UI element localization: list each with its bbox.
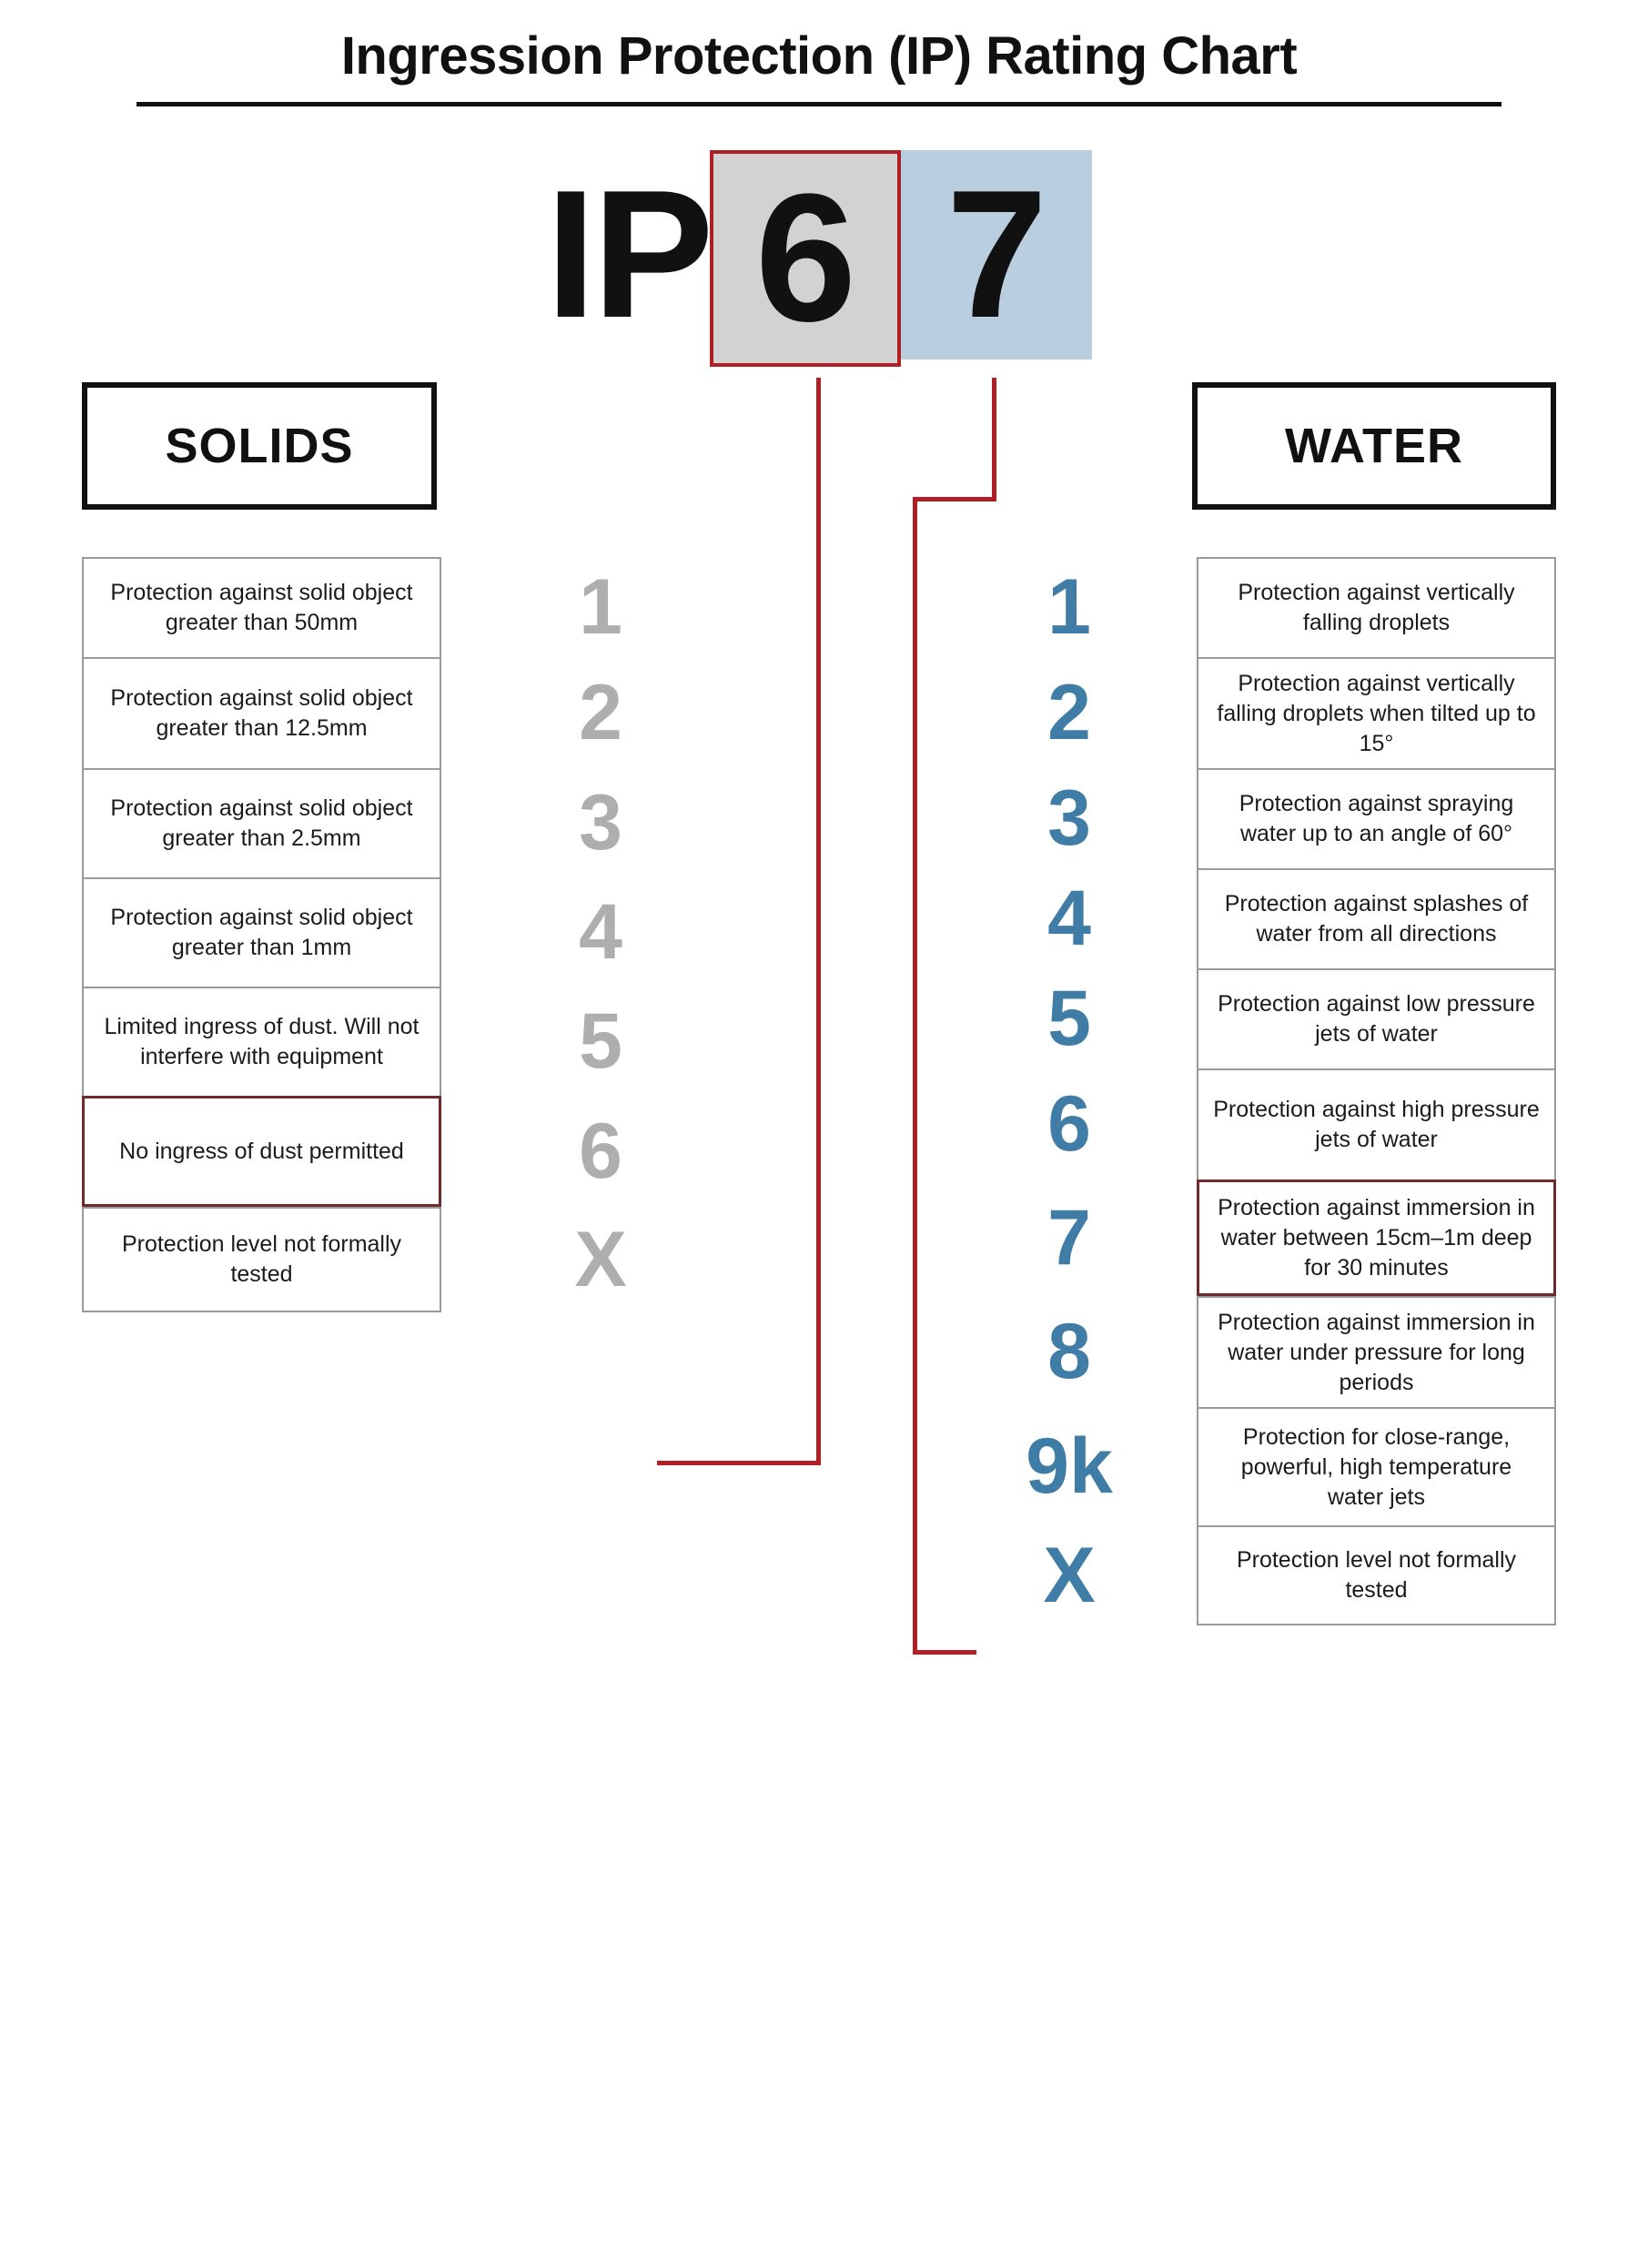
water-description-cell: Protection against vertically falling droplets when tilted up to 15° bbox=[1197, 657, 1556, 768]
title-divider bbox=[136, 102, 1502, 106]
water-description-cell: Protection for close-range, powerful, high temperature water jets bbox=[1197, 1407, 1556, 1525]
solids-description-cell: Protection level not formally tested bbox=[82, 1207, 441, 1312]
solids-digit-3: 3 bbox=[579, 779, 622, 866]
solids-digit-5: 5 bbox=[579, 997, 622, 1085]
water-digit-X: X bbox=[1043, 1532, 1096, 1619]
water-description-cell: Protection against splashes of water from all directions bbox=[1197, 868, 1556, 968]
ip-code-display bbox=[0, 150, 1638, 378]
solids-description-cell: Protection against solid object greater than 12.5mm bbox=[82, 657, 441, 768]
solids-section-header: SOLIDS bbox=[82, 382, 437, 510]
water-description-cell: Protection against spraying water up to an angle of 60° bbox=[1197, 768, 1556, 868]
water-description-cell: Protection against immersion in water between 15cm–1m deep for 30 minutes bbox=[1197, 1180, 1556, 1296]
ip-letters: IP bbox=[545, 153, 711, 356]
solids-description-cell: Limited ingress of dust. Will not interfere with equipment bbox=[82, 987, 441, 1096]
solids-connector-vertical bbox=[816, 378, 821, 1465]
water-digit-4: 4 bbox=[1047, 875, 1091, 962]
water-connector-vertical-lower bbox=[913, 497, 917, 1655]
solids-description-cell: Protection against solid object greater than 1mm bbox=[82, 877, 441, 987]
page-title: Ingression Protection (IP) Rating Chart bbox=[340, 26, 1298, 86]
water-digit-6: 6 bbox=[1047, 1080, 1091, 1168]
water-digit-3: 3 bbox=[1047, 775, 1091, 862]
water-connector-horizontal-lower bbox=[913, 1650, 976, 1655]
ip-water-digit: 7 bbox=[901, 150, 1092, 359]
solids-description-cell: Protection against solid object greater than 2.5mm bbox=[82, 768, 441, 877]
solids-digit-6: 6 bbox=[579, 1108, 622, 1195]
solids-digit-2: 2 bbox=[579, 669, 622, 756]
water-section-header: WATER bbox=[1192, 382, 1556, 510]
title-block bbox=[0, 27, 1638, 106]
solids-description-cell: Protection against solid object greater than 50mm bbox=[82, 557, 441, 657]
water-connector-horizontal-upper bbox=[913, 497, 996, 501]
solids-connector-horizontal bbox=[657, 1461, 821, 1465]
water-connector-vertical-upper bbox=[992, 378, 996, 501]
water-description-cell: Protection level not formally tested bbox=[1197, 1525, 1556, 1625]
water-digit-1: 1 bbox=[1047, 563, 1091, 651]
water-digit-2: 2 bbox=[1047, 669, 1091, 756]
solids-digit-4: 4 bbox=[579, 888, 622, 976]
water-digit-9k: 9k bbox=[1026, 1423, 1113, 1510]
solids-description-cell: No ingress of dust permitted bbox=[82, 1096, 441, 1207]
solids-digit-1: 1 bbox=[579, 563, 622, 651]
water-digit-5: 5 bbox=[1047, 975, 1091, 1062]
water-number-column bbox=[965, 557, 1174, 1625]
water-digit-8: 8 bbox=[1047, 1308, 1091, 1395]
water-description-cell: Protection against vertically falling droplets bbox=[1197, 557, 1556, 657]
water-digit-7: 7 bbox=[1047, 1194, 1091, 1281]
water-description-cell: Protection against low pressure jets of water bbox=[1197, 968, 1556, 1068]
water-description-cell: Protection against high pressure jets of water bbox=[1197, 1068, 1556, 1180]
solids-description-column bbox=[82, 557, 441, 1312]
solids-digit-X: X bbox=[574, 1216, 627, 1303]
water-description-column bbox=[1197, 557, 1556, 1625]
water-description-cell: Protection against immersion in water under pressure for long periods bbox=[1197, 1296, 1556, 1407]
ip-solids-digit: 6 bbox=[710, 150, 901, 367]
solids-number-column bbox=[496, 557, 705, 1312]
